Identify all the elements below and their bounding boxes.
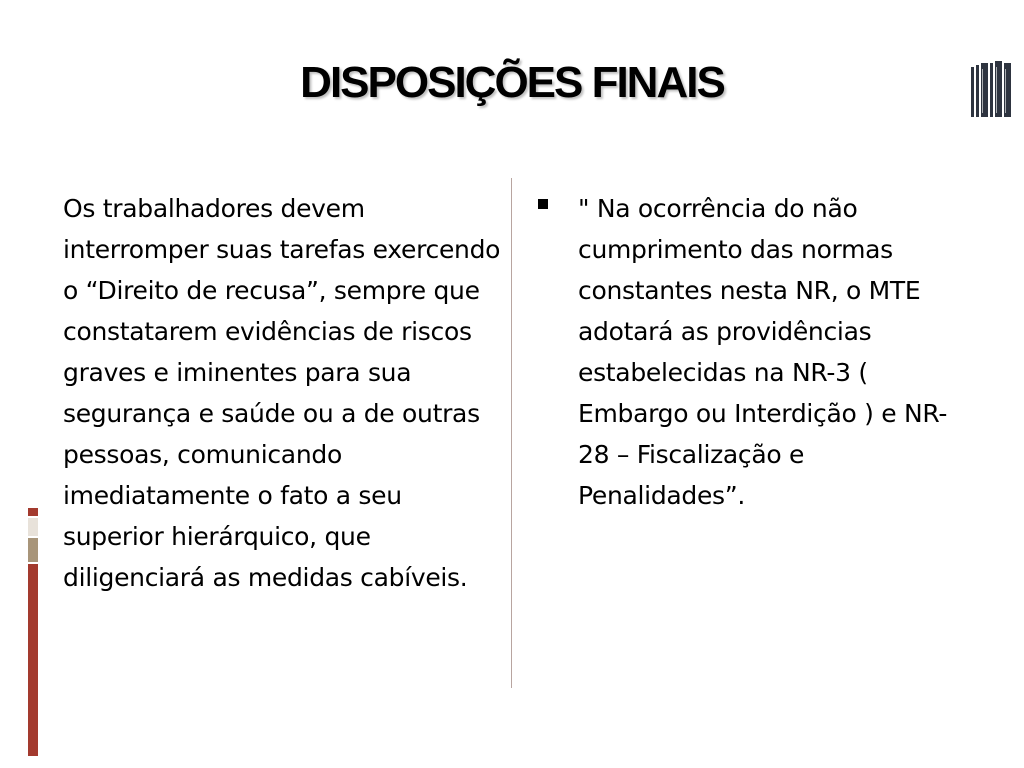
- right-bullet-text: " Na ocorrência do não cumprimento das normas constantes nesta NR, o MTE adotará as providências estabelecidas na NR-3 ( Embargo ou Interdição ) e NR-28 – Fiscalização e Penalidades”.: [578, 194, 948, 510]
- column-divider: [511, 178, 512, 688]
- left-accent-bar: [28, 508, 38, 756]
- slide-title: DISPOSIÇÕES FINAIS: [300, 58, 724, 107]
- right-bullet-item: [538, 188, 978, 516]
- book-spines-logo: [969, 61, 1013, 119]
- left-paragraph: Os trabalhadores devem interromper suas tarefas exercendo o “Direito de recusa”, sempre que constatarem evidências de riscos graves e iminentes para sua segurança e saúde ou a de outras pessoas, comunicando imediatamente o fato a seu superior hierárquico, que diligenciará as medidas cabíveis.: [63, 194, 501, 592]
- square-bullet-icon: [538, 199, 548, 209]
